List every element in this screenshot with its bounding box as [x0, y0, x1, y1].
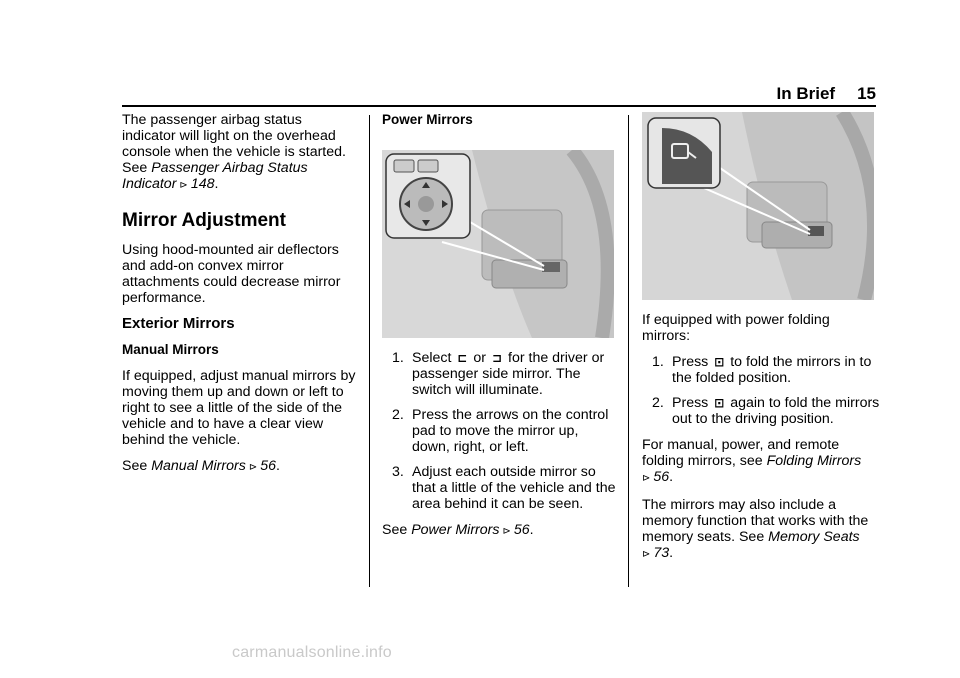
mirror-right-icon: ⊐ — [491, 351, 503, 365]
mirror-fold-icon: ⊡ — [714, 355, 725, 369]
folding-intro: If equipped with power folding mirrors: — [642, 312, 830, 344]
airbag-paragraph: The passenger airbag status indicator will light on the overhead console when the vehicle is started. See Passenger Airbag Status Indicator ⊳ 148. — [122, 112, 346, 192]
mirror-fold-icon: ⊡ — [714, 396, 725, 410]
column-divider-1 — [369, 115, 370, 587]
exterior-mirrors-heading: Exterior Mirrors — [122, 315, 235, 332]
power-ref-page[interactable]: 56 — [513, 522, 530, 538]
manual-see: See Manual Mirrors ⊳ 56. — [122, 458, 280, 474]
list-item: 2. Press ⊡ again to fold the mirrors out to the driving position. — [652, 395, 880, 427]
folding-mirrors-link[interactable]: Folding Mirrors — [766, 453, 862, 469]
airbag-link[interactable]: Passenger Airbag Status Indicator — [122, 160, 308, 192]
column-1 — [122, 112, 358, 486]
power-mirrors-link[interactable]: Power Mirrors — [411, 522, 500, 538]
folding-ref-page[interactable]: 56 — [653, 469, 670, 485]
memory-paragraph: The mirrors may also include a memory function that works with the memory seats. See Memory Seats ⊳ 73. — [642, 497, 869, 561]
folding-steps — [642, 354, 880, 427]
memory-seats-link[interactable]: Memory Seats — [768, 529, 860, 545]
mirror-text: Using hood-mounted air deflectors and add-on convex mirror attachments could decrease mirror performance. — [122, 242, 341, 306]
list-item: 2. Press the arrows on the control pad to move the mirror up, down, right, or left. — [392, 407, 609, 455]
ref-icon: ⊳ — [179, 180, 188, 191]
manual-mirrors-link[interactable]: Manual Mirrors — [151, 458, 246, 474]
watermark: carmanualsonline.info — [232, 644, 392, 661]
ref-icon: ⊳ — [642, 549, 651, 560]
ref-icon: ⊳ — [502, 526, 511, 537]
ref-icon: ⊳ — [642, 473, 651, 484]
page-number: 15 — [857, 84, 876, 103]
manual-ref-page[interactable]: 56 — [260, 458, 276, 474]
folding-see: For manual, power, and remote folding mirrors, see Folding Mirrors ⊳ 56. — [642, 437, 862, 485]
folding-mirror-illustration — [642, 112, 874, 300]
manual-text: If equipped, adjust manual mirrors by moving them up and down or left to right to see a little of the side of the vehicle and to have a clear view behind the vehicle. — [122, 368, 356, 448]
power-mirror-illustration — [382, 150, 614, 338]
list-item: 1. Press ⊡ to fold the mirrors in to the folded position. — [652, 354, 872, 386]
column-divider-2 — [628, 115, 629, 587]
memory-ref-page[interactable]: 73 — [653, 545, 670, 561]
power-steps — [382, 350, 618, 512]
section-title: In Brief — [776, 84, 836, 103]
mirror-left-icon: ⊏ — [457, 351, 468, 365]
airbag-ref-page[interactable]: 148 — [190, 176, 215, 192]
list-item: 1. Select ⊏ or ⊐ for the driver or passenger side mirror. The switch will illuminate. — [392, 350, 605, 398]
list-item: 3. Adjust each outside mirror so that a little of the vehicle and the area behind it can be seen. — [392, 464, 616, 512]
page-header — [777, 84, 876, 104]
mirror-adjustment-heading: Mirror Adjustment — [122, 210, 286, 231]
power-see: See Power Mirrors ⊳ 56. — [382, 522, 534, 538]
power-mirrors-heading: Power Mirrors — [382, 112, 473, 127]
header-rule — [122, 105, 876, 107]
manual-mirrors-heading: Manual Mirrors — [122, 342, 219, 357]
column-3 — [642, 112, 880, 573]
column-2 — [382, 112, 618, 550]
airbag-text: The passenger airbag status indicator will light on the overhead console when the vehicle is started. See — [122, 112, 346, 176]
ref-icon: ⊳ — [248, 462, 258, 473]
